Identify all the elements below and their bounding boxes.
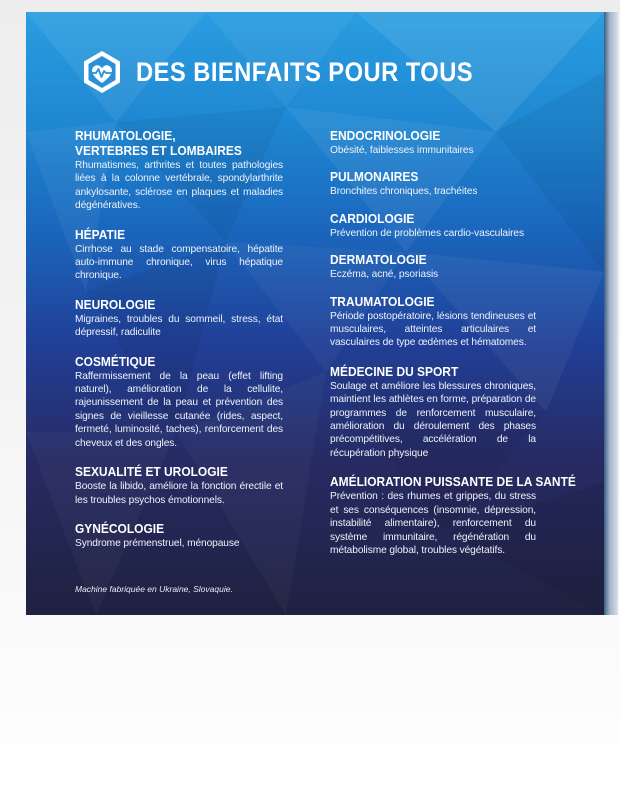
section-rhumatologie (75, 128, 283, 213)
section-pulmonaires (330, 169, 536, 198)
section-body: Cirrhose au stade compensatoire, hépatite auto-immune chronique, virus hépatique chronique. (75, 243, 283, 282)
section-hepatie (75, 227, 283, 283)
section-body: Période postopératoire, lésions tendineuses et musculaires, atteintes articulaires et vasculaires de type œdèmes et hématomes. (330, 310, 536, 349)
section-cosmetique (75, 354, 283, 450)
manufacturing-note: Machine fabriquée en Ukraine, Slovaquie. (75, 584, 233, 594)
section-endocrinologie (330, 128, 536, 157)
section-sexualite-urologie (75, 464, 283, 507)
heartbeat-hexagon-icon (78, 48, 126, 96)
section-title: GYNÉCOLOGIE (75, 520, 165, 536)
section-body: Rhumatismes, arthrites et toutes pathologies liées à la colonne vertébrale, spondylarthrite ankylosante, sclérose en plaques et maladies dégénératives. (75, 160, 283, 212)
section-body: Migraines, troubles du sommeil, stress, état dépressif, radiculite (75, 313, 283, 339)
section-title: CARDIOLOGIE (330, 210, 415, 226)
section-title: SEXUALITÉ ET UROLOGIE (75, 464, 228, 480)
section-body: Syndrome prémenstruel, ménopause (75, 537, 240, 549)
page-header (78, 47, 519, 97)
section-body: Obésité, faiblesses immunitaires (330, 145, 474, 156)
section-medecine-du-sport (330, 364, 536, 460)
section-title: DERMATOLOGIE (330, 252, 427, 268)
section-title: TRAUMATOLOGIE (330, 293, 435, 309)
section-body: Soulage et améliore les blessures chroniques, maintient les athlètes en forme, préparation de programmes de renforcement musculaire, amélioration du déroulement des phases précompétitives, accélération de la récupération physique (330, 380, 536, 459)
section-title: RHUMATOLOGIE, VERTEBRES ET LOMBAIRES (75, 128, 242, 158)
section-body: Bronchites chroniques, trachéites (330, 186, 478, 198)
page-edge (604, 12, 618, 615)
brochure-page (26, 12, 604, 615)
section-traumatologie (330, 294, 536, 350)
section-title: MÉDECINE DU SPORT (330, 363, 459, 379)
section-amelioration-sante (330, 474, 576, 557)
section-body: Prévention : des rhumes et grippes, du stress et ses conséquences (insomnie, dépression, instabilité alimentaire), renforcement du système immunitaire, régénération du métabolisme global, troubles végétatifs. (330, 491, 536, 556)
section-cardiologie (330, 211, 536, 240)
section-dermatologie (330, 252, 536, 281)
section-title: ENDOCRINOLOGIE (330, 128, 441, 143)
section-body: Eczéma, acné, psoriasis (330, 269, 439, 281)
section-body: Prévention de problèmes cardio-vasculaires (330, 227, 524, 239)
section-body: Booste la libido, améliore la fonction érectile et les troubles psychos émotionnels. (75, 481, 283, 506)
right-column (330, 128, 576, 557)
section-neurologie (75, 297, 283, 340)
page-title: DES BIENFAITS POUR TOUS (136, 56, 474, 87)
section-title: HÉPATIE (75, 226, 126, 242)
section-title: COSMÉTIQUE (75, 353, 156, 369)
left-column (75, 128, 283, 550)
section-body: Raffermissement de la peau (effet lifting naturel), amélioration de la cellulite, rajeunissement de la peau et prévention des signes de vieillesse cutanée (rides, aspect, fermeté, luminosité, taches), renforcement des cheveux et des ongles. (75, 370, 283, 449)
section-title: AMÉLIORATION PUISSANTE DE LA SANTÉ (330, 474, 576, 490)
section-gynecologie (75, 521, 283, 550)
section-title: NEUROLOGIE (75, 296, 156, 312)
section-title: PULMONAIRES (330, 169, 419, 185)
